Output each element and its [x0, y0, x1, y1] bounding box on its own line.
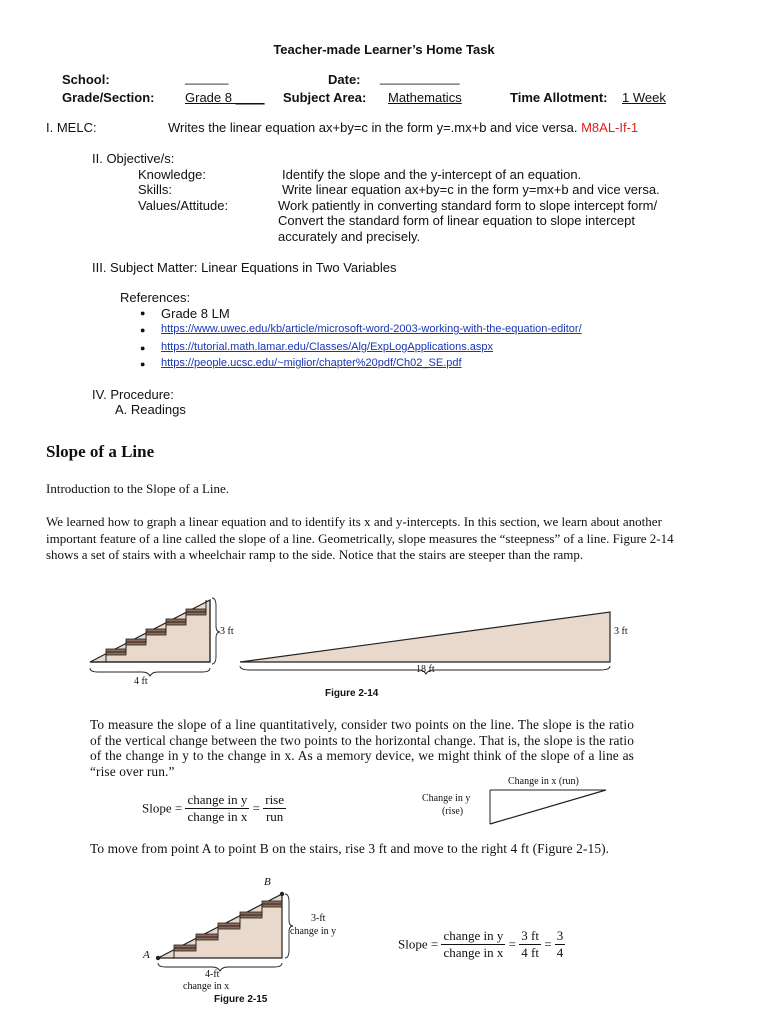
lesson-paragraph: We learned how to graph a linear equation and to identify its x and y-intercepts. In this section, we learn about another important feature of a line called the slope of a line. Geometrically, slope measures the “steepness” of a line. Figure 2-14 shows a set of stairs with a wheelchair ramp to the side. Notice that the stairs are steeper than the ramp. [46, 514, 674, 562]
diagram-run-label: Change in x (run) [508, 776, 579, 787]
reference-link[interactable]: https://www.uwec.edu/kb/article/microsoft-word-2003-working-with-the-equation-editor/ [161, 323, 582, 335]
time-value: 1 Week [622, 90, 666, 105]
result-denominator: 4 [556, 945, 564, 960]
slope-paragraph-2: To move from point A to point B on the stairs, rise 3 ft and move to the right 4 ft (Figure 2-15). [90, 841, 610, 856]
denominator-value: 4 ft [521, 945, 539, 960]
date-value: ___________ [380, 70, 460, 85]
values-line-2: Convert the standard form of linear equation to slope intercept [278, 213, 635, 228]
equals-sign: = [430, 936, 442, 952]
change-x-text: change in x [187, 809, 248, 824]
rise-label-2: change in y [290, 926, 337, 937]
value-fraction [519, 928, 541, 961]
time-label: Time Allotment: [510, 90, 608, 105]
change-fraction [185, 792, 249, 825]
values-label: Values/Attitude: [138, 198, 229, 213]
reference-text: Grade 8 LM [161, 306, 230, 321]
grade-value: Grade 8 ____ [185, 90, 265, 105]
bullet-icon: ● [140, 343, 146, 353]
procedure-label: IV. Procedure: [92, 387, 174, 402]
equals-sign: = [508, 936, 520, 952]
subject-label: Subject Area: [283, 90, 367, 105]
result-fraction [555, 928, 566, 961]
knowledge-text: Identify the slope and the y-intercept of an equation. [282, 167, 582, 182]
run-label-1: 4-ft [205, 969, 220, 980]
lesson-heading: Slope of a Line [46, 442, 155, 461]
values-line-3: accurately and precisely. [278, 229, 421, 244]
rise-run-diagram [488, 784, 612, 828]
ramp-run-label: 18 ft [416, 664, 435, 675]
change-y-text: change in y [187, 792, 248, 807]
equals-sign: = [252, 800, 264, 816]
knowledge-label: Knowledge: [138, 167, 206, 182]
ramp-height-label: 3 ft [614, 626, 628, 637]
result-numerator: 3 [556, 928, 564, 943]
computed-slope [398, 928, 565, 961]
school-label: School: [62, 72, 110, 87]
equals-sign: = [174, 800, 186, 816]
stairs-run-label: 4 ft [134, 676, 148, 687]
grade-label: Grade/Section: [62, 90, 155, 105]
stairs-diagram [90, 598, 220, 676]
melc-row [168, 120, 638, 135]
school-value: ______ [185, 70, 229, 85]
run-text: run [265, 809, 284, 824]
reference-link[interactable]: https://people.ucsc.edu/~miglior/chapter%20pdf/Ch02_SE.pdf [161, 357, 462, 369]
figure-2-15-caption: Figure 2-15 [214, 994, 268, 1005]
rise-run-fraction [263, 792, 286, 825]
change-fraction [441, 928, 505, 961]
page-title: Teacher-made Learner’s Home Task [273, 42, 495, 57]
bullet-icon: ● [140, 359, 146, 369]
references-label: References: [120, 290, 191, 305]
slope-paragraph-1: To measure the slope of a line quantitatively, consider two points on the line. The slope is the ratio of the vertical change between the two points to the horizontal change. That is, the slope is the ratio of the change in y to the change in x. As a memory device, we might think of the slope of a line as “rise over run.” [90, 717, 634, 779]
lesson-intro: Introduction to the Slope of a Line. [46, 481, 230, 496]
bullet-icon: ● [140, 308, 146, 318]
date-label: Date: [328, 72, 361, 87]
point-a-label: A [143, 949, 150, 961]
readings-label: A. Readings [115, 402, 186, 417]
values-line-1: Work patiently in converting standard form to slope intercept form/ [278, 198, 658, 213]
stairs-height-label: 3 ft [220, 626, 234, 637]
slope-word: Slope [142, 800, 172, 816]
numerator-value: 3 ft [521, 928, 539, 943]
objectives-label: II. Objective/s: [92, 151, 175, 166]
melc-text: Writes the linear equation ax+by=c in the form y=.mx+b and vice versa. [168, 120, 578, 135]
skills-text: Write linear equation ax+by=c in the form y=mx+b and vice versa. [282, 182, 660, 197]
slope-formula [142, 792, 286, 825]
change-x-text: change in x [443, 945, 504, 960]
diagram-rise-label-2: (rise) [442, 806, 464, 817]
change-y-text: change in y [443, 928, 504, 943]
rise-label-1: 3-ft [311, 913, 326, 924]
reference-link[interactable]: https://tutorial.math.lamar.edu/Classes/Alg/ExpLogApplications.aspx [161, 341, 494, 353]
skills-label: Skills: [138, 182, 172, 197]
point-b-label: B [264, 876, 271, 888]
figure-2-14-caption: Figure 2-14 [325, 688, 379, 699]
subject-value: Mathematics [388, 90, 462, 105]
melc-code: M8AL-If-1 [581, 120, 639, 135]
slope-word: Slope [398, 936, 428, 952]
diagram-rise-label-1: Change in y [422, 793, 471, 804]
rise-text: rise [265, 792, 285, 807]
melc-label: I. MELC: [46, 120, 97, 135]
bullet-icon: ● [140, 325, 146, 335]
run-label-2: change in x [183, 981, 230, 992]
subject-matter: III. Subject Matter: Linear Equations in Two Variables [92, 260, 397, 275]
equals-sign: = [544, 936, 555, 952]
